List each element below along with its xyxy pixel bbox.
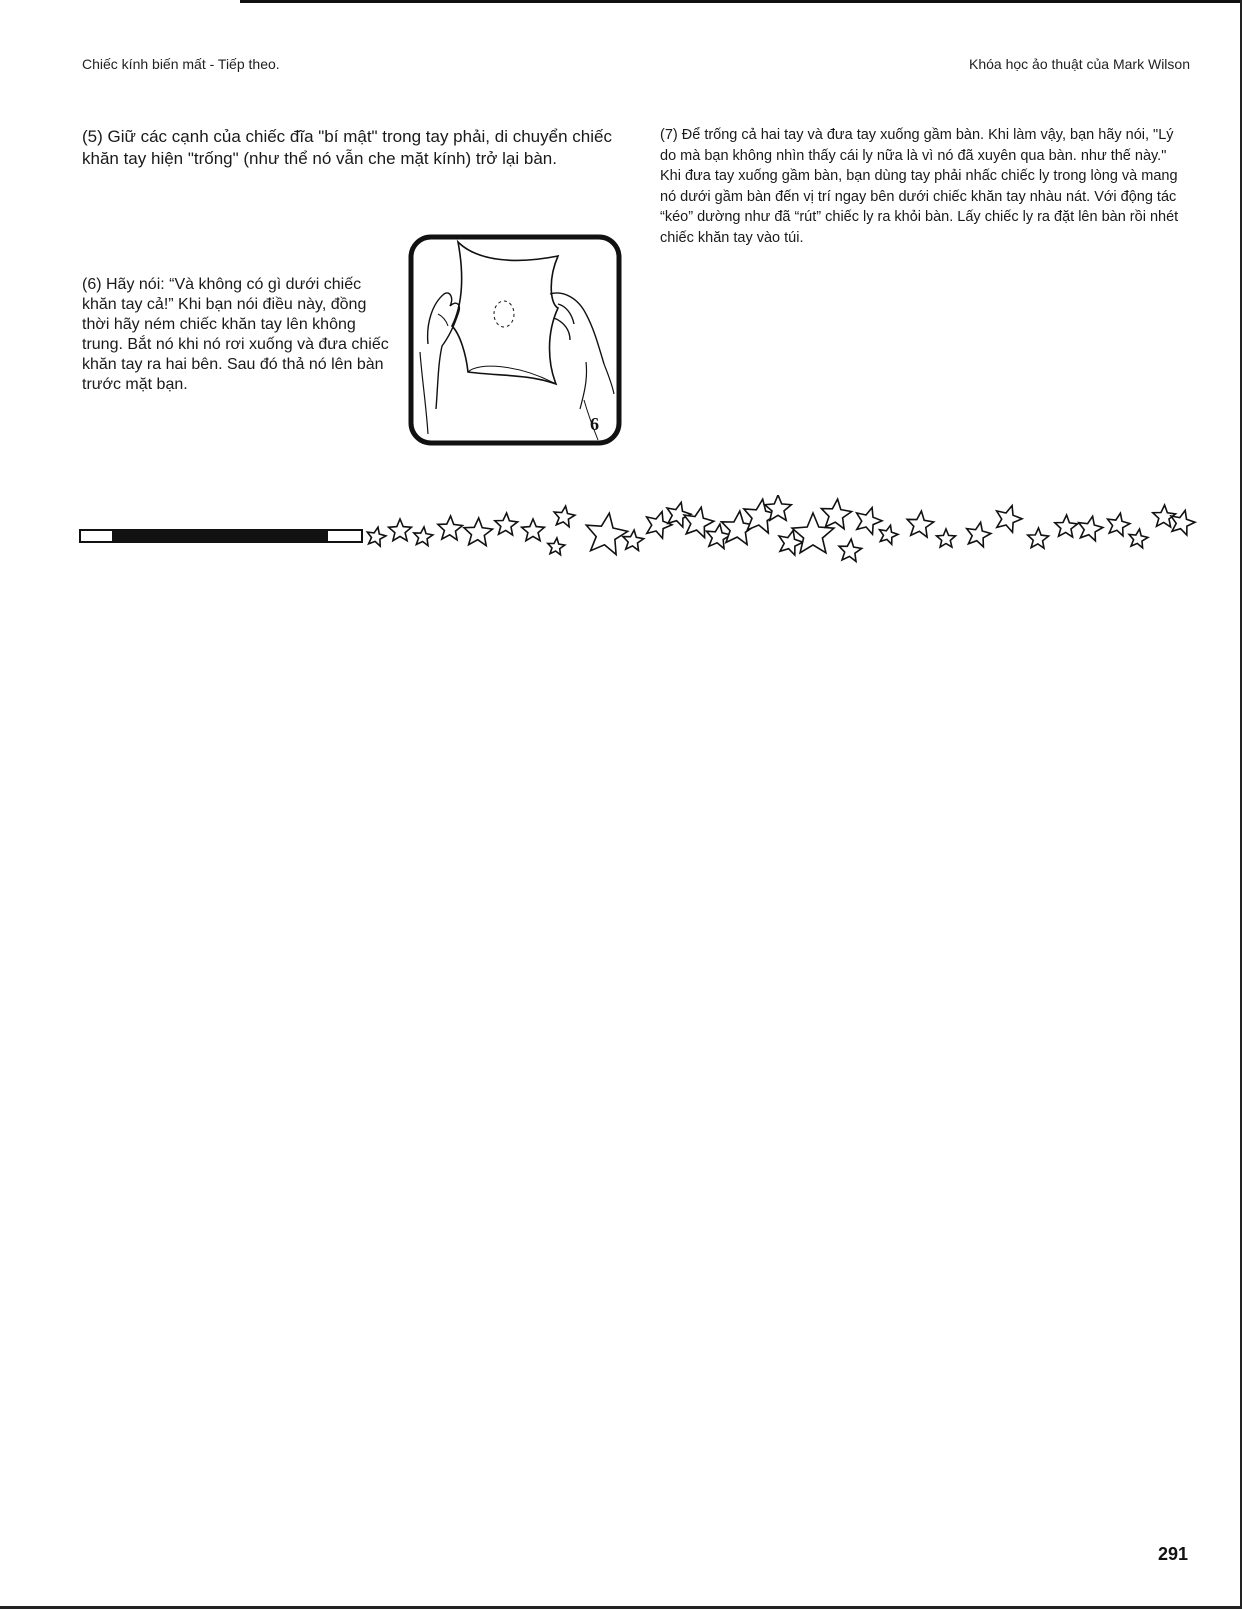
star-icon	[1079, 516, 1103, 541]
star-icon	[464, 518, 493, 546]
star-icon	[1108, 513, 1130, 536]
top-border-rule	[240, 0, 1242, 3]
running-header-right: Khóa học ảo thuật của Mark Wilson	[968, 56, 1190, 72]
wand-stars-divider	[78, 495, 1200, 605]
star-icon	[967, 522, 991, 547]
figure-6-illustration	[408, 234, 624, 448]
star-icon	[821, 499, 851, 529]
star-icon	[997, 506, 1022, 533]
star-icon	[495, 513, 518, 535]
star-icon	[880, 525, 899, 544]
running-header-left: Chiếc kính biến mất - Tiếp theo.	[82, 56, 280, 72]
star-icon	[438, 516, 463, 540]
magic-wand-stars-icon	[78, 495, 1200, 605]
star-icon	[1055, 515, 1078, 537]
star-icon	[414, 527, 433, 546]
page-number: 291	[1157, 1544, 1188, 1564]
star-icon	[367, 527, 386, 546]
step-6-paragraph: (6) Hãy nói: “Và không có gì dưới chiếc khăn tay cả!” Khi bạn nói điều này, đồng thời hãy ném chiếc khăn tay lên không trung. Bắt nó khi nó rơi xuống và đưa chiếc khăn tay ra hai bên. Sau đó thả nó lên bàn trước mặt bạn.	[82, 276, 389, 393]
step-7-paragraph: (7) Để trống cả hai tay và đưa tay xuống gầm bàn. Khi làm vậy, bạn hãy nói, "Lý do mà bạn không nhìn thấy cái ly nữa là vì nó đã xuyên qua bàn. như thế này." Khi đưa tay xuống gầm bàn, bạn dùng tay phải nhấc chiếc ly trong lòng và mang nó dưới gầm bàn đến vị trí ngay bên dưới chiếc khăn tay nhàu nát. Với động tác “kéo” dường như đã “rút” chiếc ly ra khỏi bàn. Lấy chiếc ly ra đặt lên bàn rồi nhét chiếc khăn tay vào túi.	[660, 127, 1179, 246]
star-icon	[548, 538, 565, 555]
star-icon	[857, 508, 882, 535]
hands-handkerchief-icon	[408, 234, 624, 448]
magic-wand-icon	[80, 530, 362, 542]
star-icon	[586, 513, 627, 554]
star-icon	[554, 506, 575, 527]
step-5-paragraph: (5) Giữ các cạnh của chiếc đĩa "bí mật" trong tay phải, di chuyển chiếc khăn tay hiện "trống" (như thể nó vẫn che mặt kính) trở lại bàn.	[82, 127, 612, 169]
star-icon	[937, 529, 956, 547]
figure-number: 6	[590, 414, 599, 434]
stars-group	[367, 495, 1195, 561]
star-icon	[907, 511, 934, 537]
star-icon	[1028, 528, 1049, 548]
star-icon	[647, 512, 672, 539]
star-icon	[839, 539, 862, 561]
star-icon	[389, 519, 412, 541]
star-icon	[522, 519, 545, 541]
star-icon	[1129, 529, 1148, 548]
